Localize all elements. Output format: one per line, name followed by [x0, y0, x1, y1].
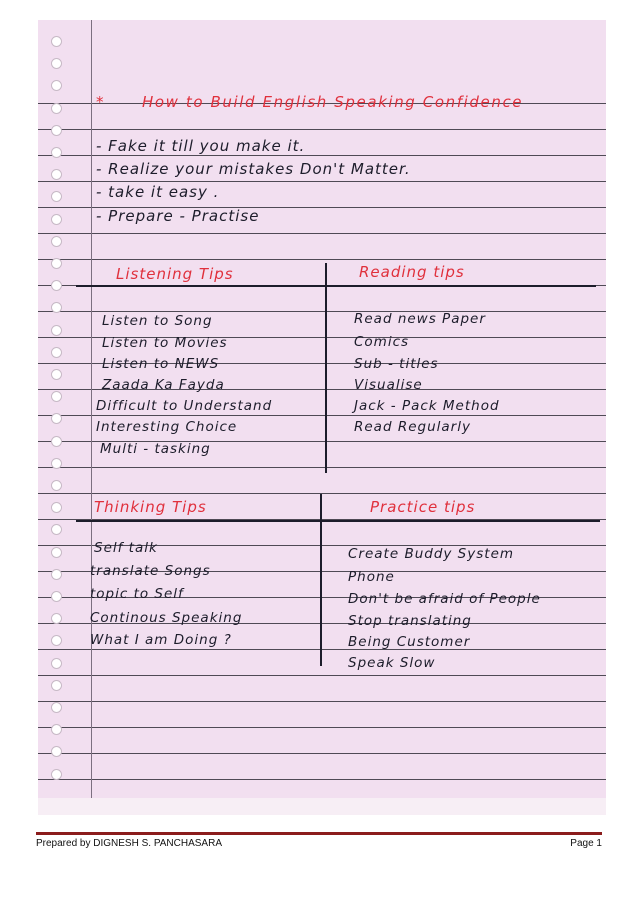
intro-line: - Fake it till you make it.	[96, 137, 306, 155]
spiral-hole	[51, 169, 62, 180]
footer-page-number: Page 1	[570, 838, 602, 849]
list-item: translate Songs	[90, 563, 211, 579]
spiral-hole	[51, 480, 62, 491]
list-item: Zaada Ka Fayda	[102, 377, 225, 393]
spiral-hole	[51, 569, 62, 580]
list-item: Create Buddy System	[348, 546, 515, 562]
grid-header-rule-bottom	[76, 520, 600, 522]
spiral-hole	[51, 236, 62, 247]
notebook-scan	[38, 20, 606, 815]
spiral-hole	[51, 680, 62, 691]
spiral-hole	[51, 325, 62, 336]
list-item: Don't be afraid of People	[348, 591, 541, 607]
grid-divider-top	[325, 263, 327, 473]
spiral-hole	[51, 347, 62, 358]
list-item: Listen to NEWS	[102, 356, 220, 372]
list-item: Listen to Movies	[102, 335, 228, 351]
spiral-hole	[51, 36, 62, 47]
list-item: Read Regularly	[354, 419, 471, 435]
margin-line	[91, 20, 92, 815]
spiral-hole	[51, 524, 62, 535]
spiral-hole	[51, 103, 62, 114]
section-heading-reading: Reading tips	[359, 263, 465, 281]
page-title: How to Build English Speaking Confidence	[142, 93, 524, 111]
spiral-hole	[51, 214, 62, 225]
grid-header-rule-top	[76, 285, 596, 287]
section-heading-thinking: Thinking Tips	[94, 498, 207, 516]
list-item: Sub - titles	[354, 356, 439, 372]
spiral-hole	[51, 591, 62, 602]
spiral-hole	[51, 191, 62, 202]
section-heading-practice: Practice tips	[370, 498, 476, 516]
spiral-hole	[51, 369, 62, 380]
spiral-hole	[51, 702, 62, 713]
spiral-holes	[51, 20, 65, 815]
list-item: What I am Doing ?	[90, 632, 232, 648]
list-item: Comics	[354, 334, 410, 350]
footer-rule	[36, 832, 602, 835]
spiral-hole	[51, 769, 62, 780]
list-item: Interesting Choice	[96, 419, 238, 435]
list-item: Being Customer	[348, 634, 471, 650]
list-item: Stop translating	[348, 613, 472, 629]
spiral-hole	[51, 635, 62, 646]
list-item: topic to Self	[90, 586, 184, 602]
spiral-hole	[51, 391, 62, 402]
spiral-hole	[51, 547, 62, 558]
intro-line: - Realize your mistakes Don't Matter.	[96, 160, 411, 178]
list-item: Listen to Song	[102, 313, 213, 329]
spiral-hole	[51, 58, 62, 69]
spiral-hole	[51, 724, 62, 735]
spiral-hole	[51, 613, 62, 624]
spiral-hole	[51, 436, 62, 447]
paper-bottom-edge	[38, 798, 606, 815]
list-item: Continous Speaking	[90, 610, 243, 626]
spiral-hole	[51, 746, 62, 757]
list-item: Speak Slow	[348, 655, 436, 671]
footer-author: Prepared by DIGNESH S. PANCHASARA	[36, 838, 222, 849]
section-heading-listening: Listening Tips	[116, 265, 234, 283]
list-item: Read news Paper	[354, 311, 486, 327]
list-item: Phone	[348, 569, 395, 585]
list-item: Self talk	[94, 540, 158, 556]
list-item: Multi - tasking	[100, 441, 211, 457]
intro-line: - take it easy .	[96, 183, 220, 201]
spiral-hole	[51, 147, 62, 158]
intro-line: - Prepare - Practise	[96, 207, 260, 225]
spiral-hole	[51, 458, 62, 469]
spiral-hole	[51, 413, 62, 424]
spiral-hole	[51, 302, 62, 313]
spiral-hole	[51, 658, 62, 669]
spiral-hole	[51, 502, 62, 513]
spiral-hole	[51, 125, 62, 136]
spiral-hole	[51, 280, 62, 291]
spiral-hole	[51, 80, 62, 91]
spiral-hole	[51, 258, 62, 269]
list-item: Difficult to Understand	[96, 398, 273, 414]
list-item: Jack - Pack Method	[354, 398, 500, 414]
title-marker: *	[96, 93, 106, 111]
list-item: Visualise	[354, 377, 423, 393]
